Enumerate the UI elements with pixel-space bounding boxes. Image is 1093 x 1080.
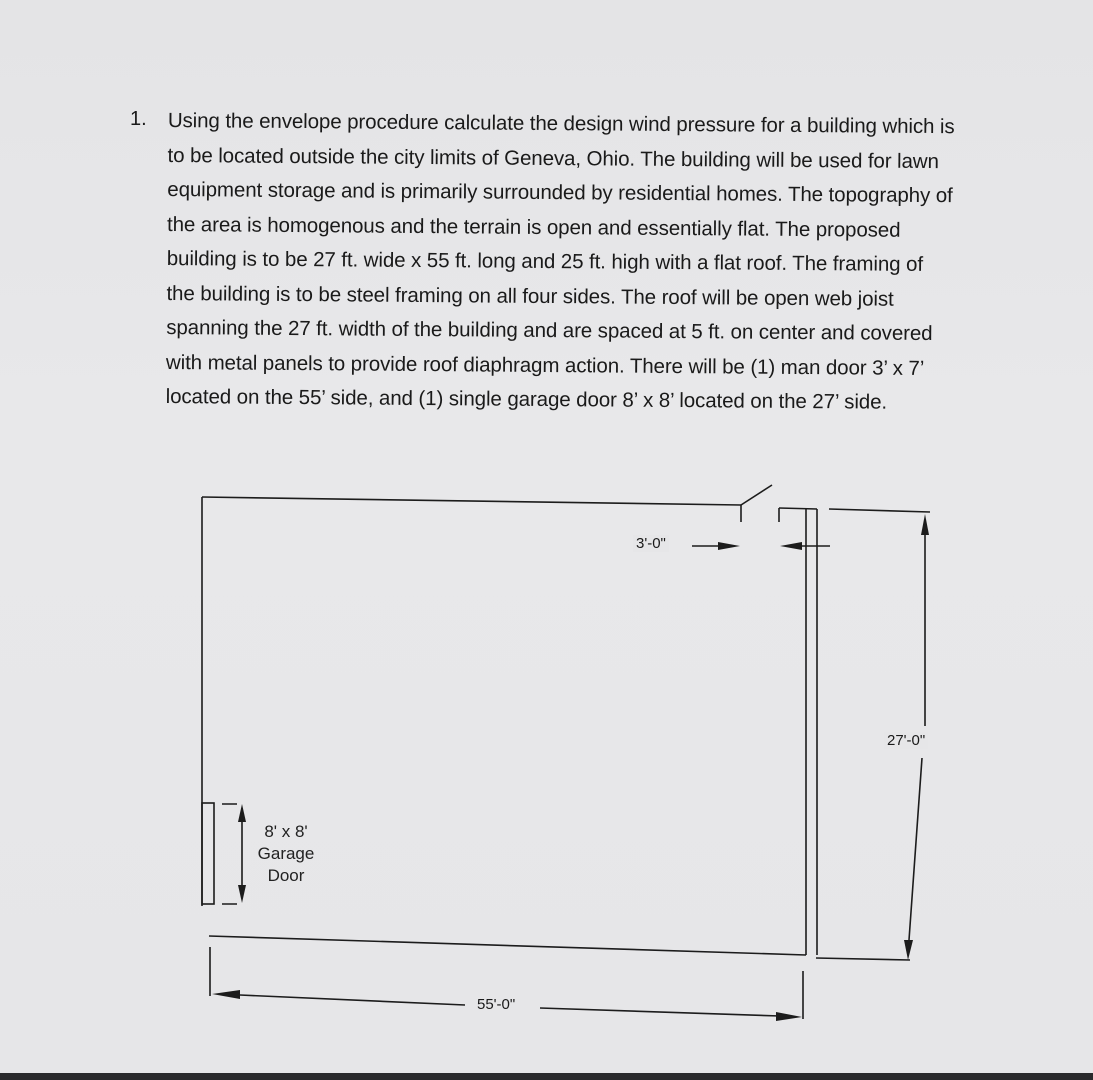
width-arrow-top (921, 514, 929, 535)
problem-line: to be located outside the city limits of Geneva, Ohio. The building will be used for lawn (167, 143, 939, 173)
monitor-bezel (0, 1073, 1093, 1080)
problem-line: building is to be 27 ft. wide x 55 ft. long and 25 ft. high with a flat roof. The framing of (166, 246, 924, 276)
problem-line: the area is homogenous and the terrain is open and essentially flat. The proposed (166, 212, 901, 242)
problem-line: with metal panels to provide roof diaphragm action. There will be (1) man door 3’ x 7’ (165, 350, 925, 380)
garage-door-jamb (222, 804, 237, 904)
building-wall-bottom (209, 936, 806, 955)
garage-door-label (248, 821, 324, 887)
problem-line: Using the envelope procedure calculate the design wind pressure for a building which is (167, 108, 955, 139)
door-arrow-left (718, 542, 740, 550)
problem-line: equipment storage and is primarily surrounded by residential homes. The topography of (167, 177, 953, 208)
length-arrow-right (776, 1012, 802, 1021)
length-arrow-left (212, 990, 240, 999)
door-arrow-right (780, 542, 802, 550)
building-wall-top-right (779, 508, 817, 509)
building-wall-top (202, 497, 741, 505)
width-dimension: 27'-0" (884, 732, 928, 749)
garage-door-size: 8' x 8' (264, 822, 308, 841)
man-door-leaf (741, 485, 772, 505)
garage-arrow-bottom (238, 885, 246, 903)
problem-line: located on the 55’ side, and (1) single garage door 8’ x 8’ located on the 27’ side. (165, 384, 888, 414)
garage-door-frame (202, 803, 214, 904)
width-arrow-bottom (904, 940, 913, 960)
length-dimension: 55'-0" (474, 996, 518, 1013)
garage-arrow-top (238, 804, 246, 822)
garage-door-word-garage: Garage (257, 844, 315, 863)
width-ext-top (829, 509, 930, 512)
man-door-dimension: 3'-0" (633, 535, 669, 552)
problem-line: spanning the 27 ft. width of the building and are spaced at 5 ft. on center and covered (166, 315, 933, 346)
problem-line: the building is to be steel framing on all four sides. The roof will be open web joist (166, 281, 894, 311)
garage-door-word-door: Door (267, 866, 305, 885)
width-ext-bottom (816, 958, 910, 960)
problem-number: 1. (130, 108, 147, 130)
